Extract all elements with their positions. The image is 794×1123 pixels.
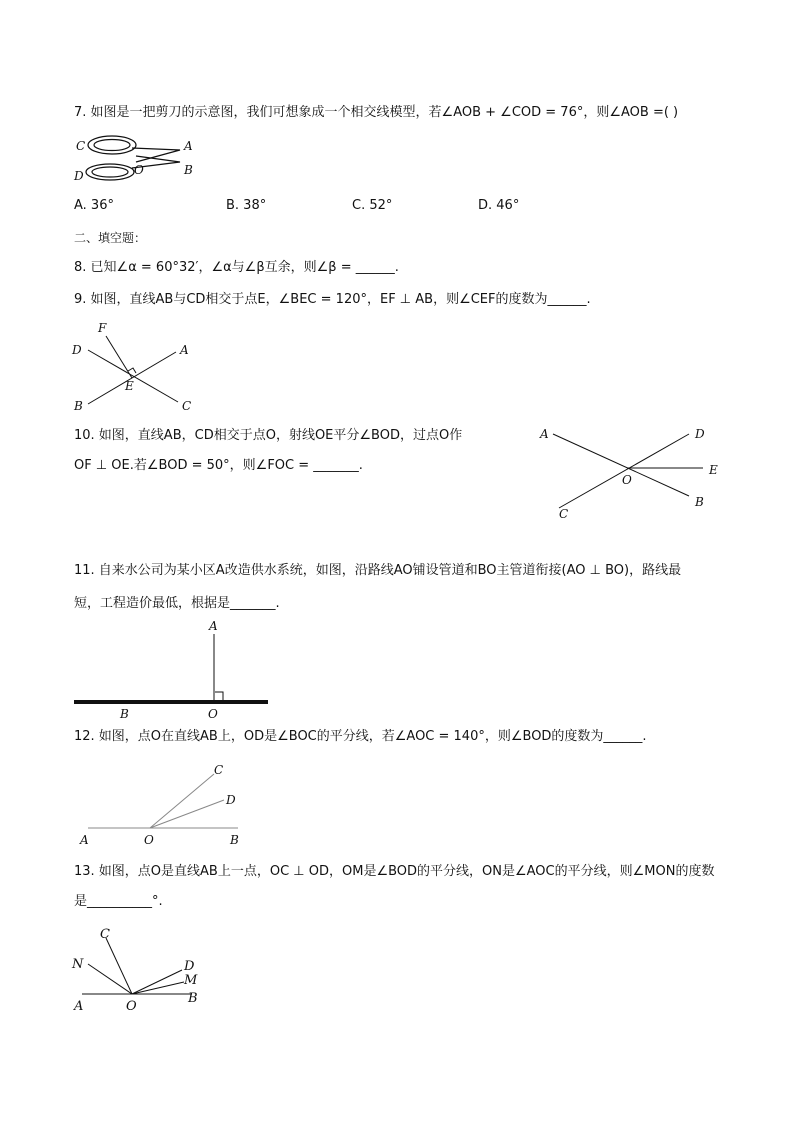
q13-label-c: C [100,927,110,942]
q13-label-a: A [74,999,84,1014]
q7-label-c: C [76,139,86,153]
q9-label-f: F [98,321,107,335]
q10-label-b: B [695,495,704,509]
section-heading: 二、填空题： [74,231,147,245]
q13-figure [70,922,210,1018]
q9-label-e: E [125,379,134,393]
q11-line2: 短，工程造价最低，根据是_______. [74,596,280,611]
q12-text: 12. 如图，点O在直线AB上，OD是∠BOC的平分线，若∠AOC = 140°，则∠BOD的度数为______. [74,729,647,744]
q13-label-n: N [72,957,84,972]
q10-label-d: D [695,427,705,441]
q10-label-e: E [709,463,718,477]
q9-label-b: B [74,399,83,413]
q12-label-b: B [230,833,239,847]
q7-option-b: B. 38° [226,198,267,213]
q7-text: 7. 如图是一把剪刀的示意图，我们可想象成一个相交线模型，若∠AOB + ∠COD = 76°，则∠AOB =( ) [74,105,679,120]
q10-line2: OF ⊥ OE.若∠BOD = 50°，则∠FOC = _______. [74,458,363,473]
q10-label-c: C [559,507,569,521]
q13-line2: 是__________°. [74,894,163,909]
q13-label-b: B [188,991,198,1006]
scissors-icon [86,136,180,180]
q11-label-b: B [120,707,129,721]
q7-option-d: D. 46° [478,198,520,213]
q7-option-a: A. 36° [74,198,114,213]
q13-label-o: O [126,999,137,1014]
q12-label-d: D [226,793,236,807]
q7-scissors-figure [72,128,212,188]
q9-label-a: A [180,343,189,357]
q13-label-d: D [184,959,195,974]
q8-text: 8. 已知∠α = 60°32′，∠α与∠β互余，则∠β = ______. [74,260,399,275]
q12-label-a: A [80,833,89,847]
q9-label-c: C [182,399,192,413]
q7-label-d: D [74,169,84,183]
q7-label-b: B [184,163,193,177]
q9-label-d: D [72,343,82,357]
q13-line1: 13. 如图，点O是直线AB上一点，OC ⊥ OD，OM是∠BOD的平分线，ON是∠AOC的平分线，则∠MON的度数 [74,864,715,879]
q7-option-c: C. 52° [352,198,393,213]
q12-figure [70,760,250,850]
q12-label-c: C [214,763,224,777]
q10-label-a: A [540,427,549,441]
q10-line1: 10. 如图，直线AB，CD相交于点O，射线OE平分∠BOD，过点O作 [74,428,463,443]
q9-figure [70,318,200,418]
q11-line1: 11. 自来水公司为某小区A改造供水系统，如图，沿路线AO铺设管道和BO主管道衔接(AO ⊥ BO)，路线最 [74,563,682,578]
q7-label-o: O [134,163,144,177]
q9-text: 9. 如图，直线AB与CD相交于点E，∠BEC = 120°，EF ⊥ AB，则∠CEF的度数为______. [74,292,591,307]
q13-label-m: M [184,973,198,988]
q10-label-o: O [622,473,632,487]
q11-label-a: A [209,619,218,633]
q12-label-o: O [144,833,154,847]
q11-figure [70,616,280,724]
q7-label-a: A [184,139,193,153]
q11-label-o: O [208,707,218,721]
q10-figure [535,424,735,524]
